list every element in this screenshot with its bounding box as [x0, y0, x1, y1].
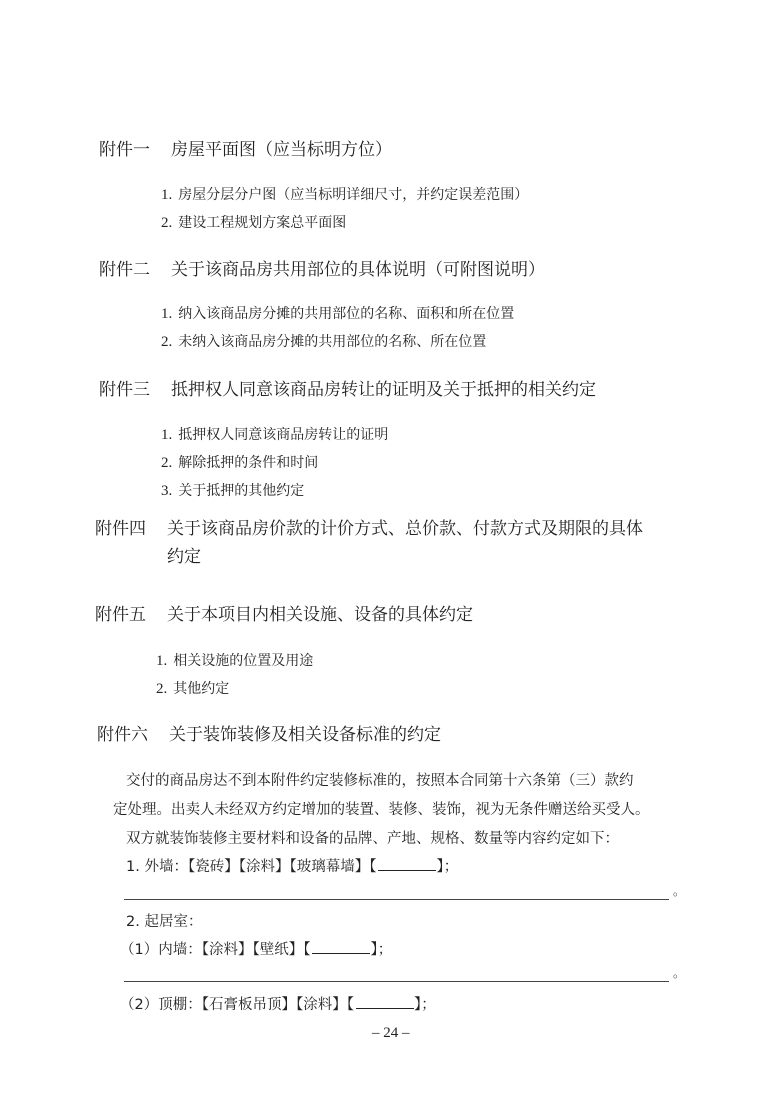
bracket-end: 】；	[370, 942, 393, 958]
list-item	[156, 678, 229, 698]
annex-3-heading	[99, 375, 596, 400]
annex-2-heading	[99, 255, 545, 280]
item-text: 解除抵押的条件和时间	[178, 455, 319, 471]
period: 。	[673, 884, 686, 898]
item-text: 未纳入该商品房分摊的共用部位的名称、所在位置	[178, 334, 487, 350]
item-number: 1.	[161, 187, 173, 203]
item-number: 1.	[161, 427, 173, 443]
annex-title: 关于本项目内相关设施、设备的具体约定	[167, 605, 473, 625]
annex-title: 抵押权人同意该商品房转让的证明及关于抵押的相关约定	[171, 380, 596, 400]
annex-4-heading	[95, 514, 643, 539]
annex-title: 关于该商品房价款的计价方式、总价款、付款方式及期限的具体	[167, 519, 643, 539]
interior-wall-line	[120, 938, 392, 959]
list-item	[161, 331, 486, 351]
list-item	[161, 424, 388, 444]
annex-label: 附件四	[95, 519, 146, 539]
paragraph-line: 定处理。出卖人未经双方约定增加的装置、装修、装饰，视为无条件赠送给买受人。	[113, 802, 650, 818]
blank-field[interactable]	[312, 939, 370, 954]
list-item	[161, 184, 528, 204]
item-text: 其他约定	[173, 681, 230, 697]
annex-label: 附件六	[97, 725, 148, 745]
list-item	[161, 303, 514, 323]
fill-line[interactable]	[124, 981, 669, 982]
item-number: 2.	[156, 681, 168, 697]
annex-label: 附件三	[99, 380, 150, 400]
exterior-wall-label: 1. 外墙：【瓷砖】【涂料】【玻璃幕墙】【	[126, 859, 377, 875]
annex-label: 附件一	[99, 140, 150, 160]
list-item	[156, 650, 313, 670]
item-number: 2.	[161, 334, 173, 350]
item-text: 房屋分层分户图（应当标明详细尺寸，并约定误差范围）	[178, 187, 529, 203]
item-text: 相关设施的位置及用途	[173, 653, 314, 669]
item-number: 1.	[156, 653, 168, 669]
interior-wall-label: （1）内墙：【涂料】【壁纸】【	[120, 942, 311, 958]
page-number: – 24 –	[372, 1025, 410, 1041]
item-number: 3.	[161, 483, 173, 499]
item-number: 1.	[161, 306, 173, 322]
item-text: 关于抵押的其他约定	[178, 483, 305, 499]
annex-1-heading	[99, 135, 392, 160]
period: 。	[673, 966, 686, 980]
item-number: 2.	[161, 215, 173, 231]
annex-title: 房屋平面图（应当标明方位）	[171, 140, 392, 160]
blank-field[interactable]	[356, 994, 414, 1009]
ceiling-label: （2）顶棚：【石膏板吊顶】【涂料】【	[120, 997, 354, 1013]
item-number: 2.	[161, 455, 173, 471]
bracket-end: 】；	[436, 859, 459, 875]
list-item	[161, 480, 304, 500]
annex-label: 附件二	[99, 260, 150, 280]
list-item	[161, 212, 346, 232]
paragraph-line: 双方就装饰装修主要材料和设备的品牌、产地、规格、数量等内容约定如下：	[126, 831, 619, 847]
annex-6-heading	[97, 720, 441, 745]
annex-title: 关于该商品房共用部位的具体说明（可附图说明）	[171, 260, 545, 280]
bracket-end: 】；	[413, 997, 436, 1013]
blank-field[interactable]	[378, 856, 436, 871]
annex-5-heading	[95, 600, 473, 625]
item-text: 建设工程规划方案总平面图	[178, 215, 347, 231]
annex-4-title-continued: 约定	[167, 547, 201, 567]
list-item	[161, 452, 318, 472]
item-text: 纳入该商品房分摊的共用部位的名称、面积和所在位置	[178, 306, 515, 322]
bedroom-heading: 2. 起居室：	[126, 914, 203, 930]
annex-label: 附件五	[95, 605, 146, 625]
ceiling-line	[120, 993, 436, 1014]
fill-line[interactable]	[124, 899, 669, 900]
annex-title: 关于装饰装修及相关设备标准的约定	[169, 725, 441, 745]
paragraph-line: 交付的商品房达不到本附件约定装修标准的，按照本合同第十六条第（三）款约	[126, 773, 634, 789]
exterior-wall-line	[126, 855, 458, 876]
item-text: 抵押权人同意该商品房转让的证明	[178, 427, 389, 443]
